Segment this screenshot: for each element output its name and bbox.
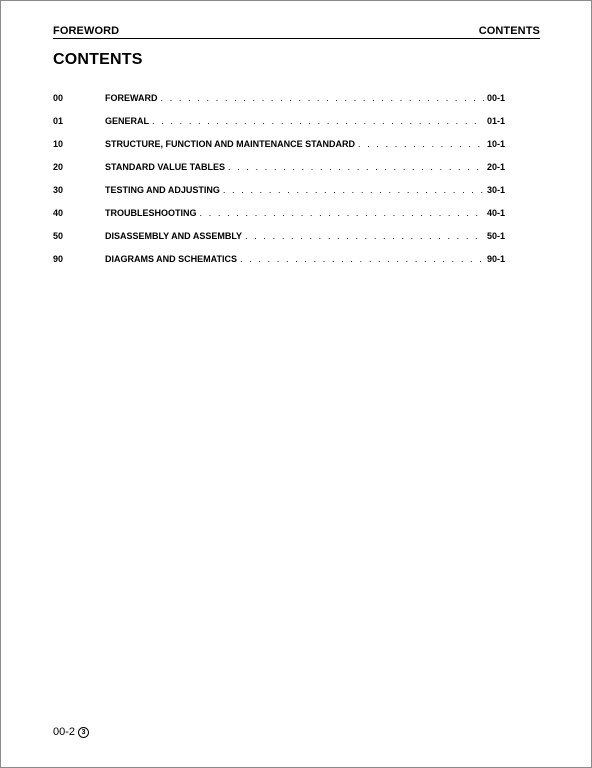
toc-entry-line	[105, 208, 505, 218]
toc-entry-line	[105, 116, 505, 126]
running-header	[53, 25, 540, 39]
toc-entry[interactable]	[53, 93, 505, 116]
toc-entry[interactable]	[53, 139, 505, 162]
header-chapter-name: CONTENTS	[478, 25, 540, 37]
toc-section-number: 10	[53, 139, 64, 149]
toc-entry[interactable]	[53, 208, 505, 231]
toc-entry[interactable]	[53, 162, 505, 185]
toc-entry-line	[105, 254, 505, 264]
toc-entry[interactable]	[53, 116, 505, 139]
toc-dot-leader	[223, 185, 484, 195]
page-number: 00-2	[53, 726, 76, 738]
toc-entry-line	[105, 139, 505, 149]
toc-entry-line	[105, 93, 505, 103]
toc-entry-line	[105, 185, 505, 195]
toc-section-number: 30	[53, 185, 64, 195]
toc-entry[interactable]	[53, 231, 505, 254]
toc-section-title: GENERAL	[105, 116, 150, 126]
toc-page-ref: 50-1	[486, 231, 505, 241]
toc-page-ref: 20-1	[486, 162, 505, 172]
toc-section-number: 00	[53, 93, 64, 103]
toc-section-number: 01	[53, 116, 64, 126]
toc-dot-leader	[161, 93, 484, 103]
toc-section-number: 40	[53, 208, 64, 218]
toc-dot-leader	[152, 116, 484, 126]
toc-section-title: DIAGRAMS AND SCHEMATICS	[105, 254, 237, 264]
toc-section-title: STANDARD VALUE TABLES	[105, 162, 225, 172]
toc-entry[interactable]	[53, 254, 505, 277]
toc-section-title: TROUBLESHOOTING	[105, 208, 197, 218]
toc-section-title: STRUCTURE, FUNCTION AND MAINTENANCE STANDARD	[105, 139, 355, 149]
header-rule	[53, 38, 540, 39]
toc-section-number: 20	[53, 162, 64, 172]
toc-dot-leader	[358, 139, 484, 149]
toc-dot-leader	[228, 162, 484, 172]
header-section-name: FOREWORD	[53, 25, 120, 37]
toc-page-ref: 10-1	[486, 139, 505, 149]
page-footer	[53, 726, 89, 738]
toc-page-ref: 90-1	[486, 254, 505, 264]
toc-dot-leader	[240, 254, 484, 264]
toc-entry-line	[105, 162, 505, 172]
toc-section-title: TESTING AND ADJUSTING	[105, 185, 220, 195]
toc-page-ref: 00-1	[486, 93, 505, 103]
toc-dot-leader	[245, 231, 484, 241]
toc-entry[interactable]	[53, 185, 505, 208]
toc-entry-line	[105, 231, 505, 241]
toc-dot-leader	[200, 208, 484, 218]
toc-page-ref: 40-1	[486, 208, 505, 218]
toc-section-number: 50	[53, 231, 64, 241]
toc-section-number: 90	[53, 254, 64, 264]
circled-number-icon: 3	[78, 727, 89, 738]
toc-section-title: DISASSEMBLY AND ASSEMBLY	[105, 231, 243, 241]
toc-page-ref: 01-1	[486, 116, 505, 126]
table-of-contents	[53, 93, 505, 277]
page-title: CONTENTS	[53, 51, 143, 68]
toc-section-title: FOREWARD	[105, 93, 158, 103]
toc-page-ref: 30-1	[486, 185, 505, 195]
